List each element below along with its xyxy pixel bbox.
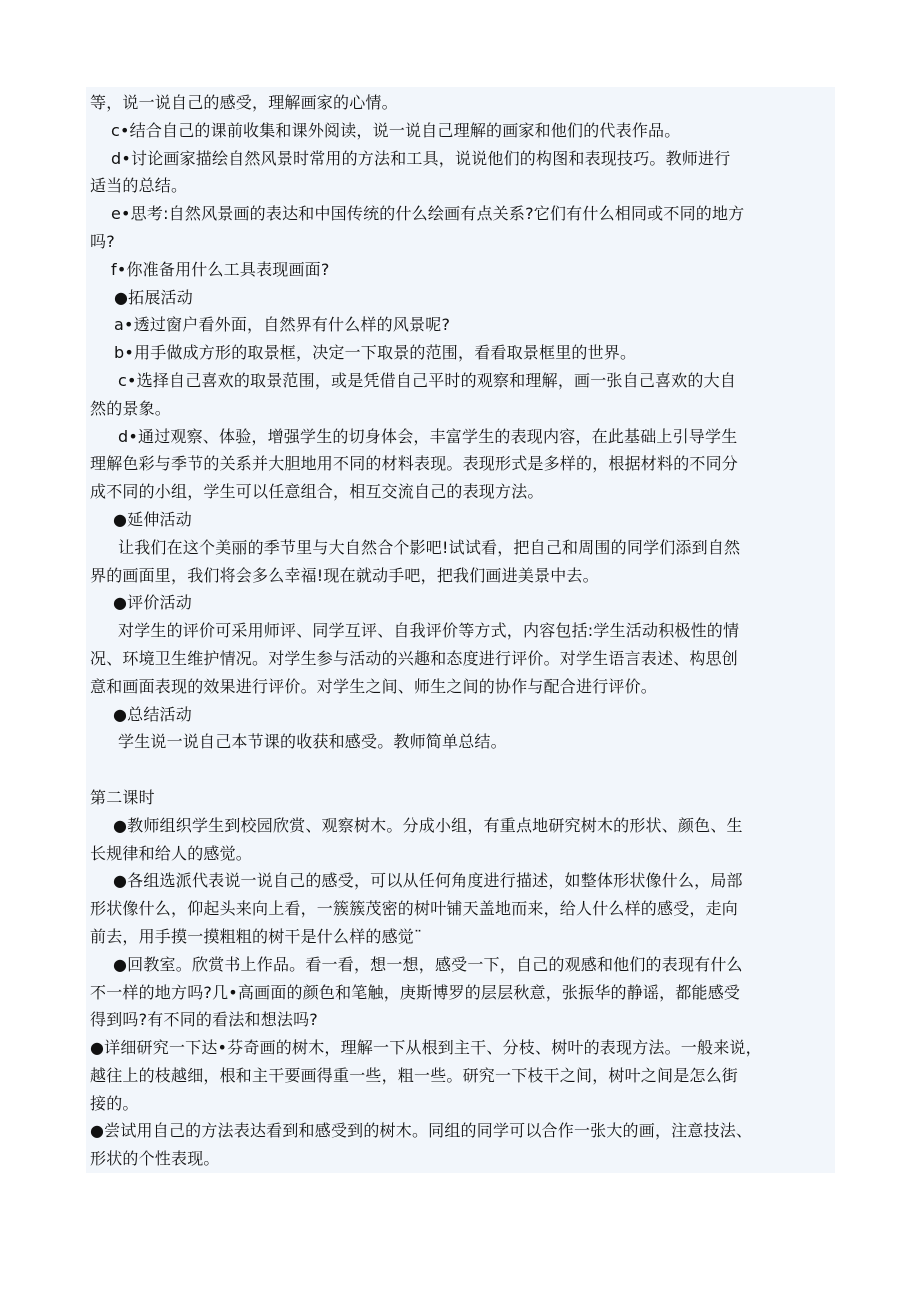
heading-evaluation-activity [90,589,831,617]
text-line: 形状像什么，仰起头来向上看，一簇簇茂密的树叶铺天盖地而来，给人什么样的感受，走向 [90,899,739,919]
paragraph-item-b [90,339,831,367]
blank-line [90,756,831,784]
paragraph-back-to-classroom [90,951,831,1034]
paragraph-continuation [90,534,831,590]
text-line: 适当的总结。 [90,176,188,196]
text-line: e•思考:自然风景画的表达和中国传统的什么绘画有点关系?它们有什么相同或不同的地方 [111,204,745,224]
text-line: 学生说一说自己本节课的收获和感受。教师简单总结。 [118,732,507,752]
text-line: a•透过窗户看外面，自然界有什么样的风景呢? [114,315,451,335]
text-line: ●各组选派代表说一说自己的感受，可以从任何角度进行描述，如整体形状像什么，局部 [113,871,743,891]
paragraph-group-feelings [90,867,831,950]
text-line: 理解色彩与季节的关系并大胆地用不同的材料表现。表现形式是多样的，根据材料的不同分 [90,454,739,474]
paragraph-try-drawing [90,1117,831,1173]
text-line: 第二课时 [90,787,155,807]
text-line: 等，说一说自己的感受，理解画家的心情。 [90,93,398,112]
text-line: c•结合自己的课前收集和课外阅读，说一说自己理解的画家和他们的代表作品。 [111,120,681,140]
text-line: ●详细研究一下达•芬奇画的树木，理解一下从根到主干、分枝、树叶的表现方法。一般来说， [90,1038,762,1058]
text-line: b•用手做成方形的取景框，决定一下取景的范围，看看取景框里的世界。 [114,343,637,363]
text-line: ●拓展活动 [114,287,193,307]
text-line: 接的。 [90,1093,139,1113]
heading-continuation-activity [90,506,831,534]
paragraph-evaluation [90,617,831,700]
text-line: 长规律和给人的感觉。 [90,843,253,863]
heading-extension-activity [90,284,831,312]
document-text-block [86,87,835,1173]
paragraph-item-d2 [90,423,831,506]
text-line: 成不同的小组，学生可以任意组合，相互交流自己的表现方法。 [90,482,544,502]
text-line: ●延伸活动 [113,509,192,529]
text-line: 吗? [90,231,115,251]
paragraph-intro-feelings [90,89,831,117]
text-line: ●评价活动 [113,593,192,613]
text-line: d•讨论画家描绘自然风景时常用的方法和工具，说说他们的构图和表现技巧。教师进行 [111,148,731,168]
text-line: 对学生的评价可采用师评、同学互评、自我评价等方式，内容包括:学生活动积极性的情 [118,621,740,641]
heading-summary-activity [90,701,831,729]
paragraph-item-c [90,117,831,145]
text-line: 界的画面里，我们将会多么幸福!现在就动手吧，把我们画进美景中去。 [90,565,599,585]
paragraph-item-c2 [90,367,831,423]
text-line: ●教师组织学生到校园欣赏、观察树木。分成小组，有重点地研究树木的形状、颜色、生 [113,815,743,835]
text-line: c•选择自己喜欢的取景范围，或是凭借自己平时的观察和理解，画一张自己喜欢的大自 [118,370,737,390]
text-line: 不一样的地方吗?几•高画面的颜色和笔触，庚斯博罗的层层秋意，张振华的静谣，都能感受 [90,982,741,1002]
paragraph-summary [90,728,831,756]
text-line: 意和画面表现的效果进行评价。对学生之间、师生之间的协作与配合进行评价。 [90,676,658,696]
text-line: ●回教室。欣赏书上作品。看一看，想一想，感受一下，自己的观感和他们的表现有什么 [113,954,743,974]
text-line: 况、环境卫生维护情况。对学生参与活动的兴趣和态度进行评价。对学生语言表述、构思创 [90,648,739,668]
heading-second-lesson [90,784,831,812]
text-line: 形状的个性表现。 [90,1149,220,1169]
paragraph-item-e [90,200,831,256]
text-line: 让我们在这个美丽的季节里与大自然合个影吧!试试看，把自己和周围的同学们添到自然 [118,537,741,557]
text-line: d•通过观察、体验，增强学生的切身体会，丰富学生的表现内容，在此基础上引导学生 [118,426,738,446]
text-line: f•你准备用什么工具表现画面? [111,259,330,279]
paragraph-study-davinci [90,1034,831,1117]
text-line: ●尝试用自己的方法表达看到和感受到的树木。同组的同学可以合作一张大的画，注意技法、 [90,1121,753,1141]
paragraph-observe-trees [90,812,831,868]
paragraph-item-f [90,256,831,284]
text-line: 越往上的枝越细，根和主干要画得重一些，粗一些。研究一下枝干之间，树叶之间是怎么街 [90,1065,739,1085]
text-line: 得到吗?有不同的看法和想法吗? [90,1010,318,1030]
text-line: 前去，用手摸一摸粗粗的树干是什么样的感觉¨ [90,926,423,946]
paragraph-item-d [90,145,831,201]
text-line: ●总结活动 [113,704,192,724]
text-line: 然的景象。 [90,398,172,418]
paragraph-item-a [90,311,831,339]
